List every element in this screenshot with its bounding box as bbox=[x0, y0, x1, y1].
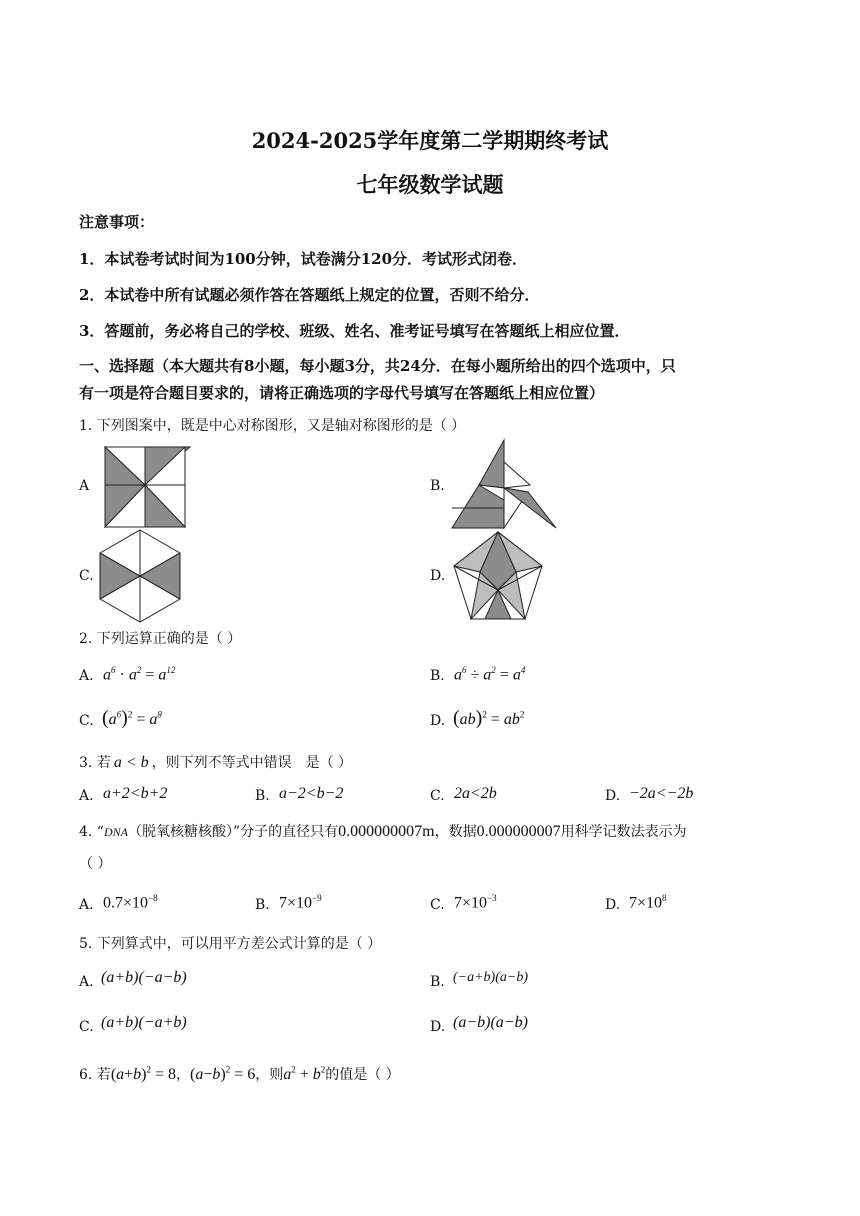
q3-option-d-label[interactable]: D. bbox=[605, 788, 621, 804]
q4-option-a-expr[interactable]: $0.7\times 10^{-8}$ bbox=[103, 893, 158, 912]
q2-option-a-expr[interactable]: $a^6 \cdot a^2 = a^{12}$ bbox=[103, 665, 176, 684]
q4-option-d-label[interactable]: D. bbox=[605, 897, 621, 913]
q3-option-a-label[interactable]: A. bbox=[79, 788, 94, 804]
pentagon-figure[interactable] bbox=[452, 532, 544, 620]
question-4-stem: 4. “DNA（脱氧核糖核酸）”分子的直径只有0.000000007m，数据0.000000007用科学记数法表示为 bbox=[79, 823, 687, 840]
q5-option-a-label[interactable]: A. bbox=[79, 974, 94, 990]
q3-option-c-label[interactable]: C. bbox=[430, 788, 445, 804]
q2-option-c-expr[interactable]: $(a^6)^2 = a^8$ bbox=[102, 707, 162, 729]
q3-option-a-expr[interactable]: a+2<b+2 bbox=[103, 785, 168, 802]
q4-option-b-label[interactable]: B. bbox=[255, 897, 270, 913]
question-6-stem: 6. 若$(a+b)^2 = 8$，$(a-b)^2 = 6$，则$a^2 + b^2$的值是（ ） bbox=[79, 1064, 400, 1083]
q2-option-d-label[interactable]: D. bbox=[430, 713, 446, 729]
q5-option-d-expr[interactable]: (a−b)(a−b) bbox=[453, 1014, 528, 1031]
q3-option-b-label[interactable]: B. bbox=[255, 788, 270, 804]
q5-option-d-label[interactable]: D. bbox=[430, 1019, 446, 1035]
q3-option-b-expr[interactable]: a−2<b−2 bbox=[279, 785, 344, 802]
question-4-paren: （ ） bbox=[79, 856, 112, 872]
q1-option-b-label[interactable]: B. bbox=[430, 478, 445, 494]
q3-option-c-expr[interactable]: 2a<2b bbox=[454, 785, 497, 802]
triangle-pinwheel-figure[interactable] bbox=[452, 440, 556, 530]
notice-heading: 注意事项： bbox=[79, 213, 155, 231]
q1-option-d-label[interactable]: D. bbox=[430, 568, 446, 584]
q1-option-a-label[interactable]: A bbox=[79, 478, 90, 494]
question-1-stem: 1. 下列图案中，既是中心对称图形，又是轴对称图形的是（ ） bbox=[79, 418, 466, 434]
q5-option-a-expr[interactable]: (a+b)(−a−b) bbox=[101, 969, 187, 986]
hexagon-figure[interactable] bbox=[98, 530, 182, 622]
q4-option-c-expr[interactable]: $7\times 10^{-3}$ bbox=[454, 893, 497, 912]
q2-option-a-label[interactable]: A. bbox=[79, 668, 94, 684]
notice-item: 3．答题前，务必将自己的学校、班级、姓名、准考证号填写在答题纸上相应位置． bbox=[79, 322, 630, 340]
q5-option-b-expr[interactable]: (−a+b)(a−b) bbox=[453, 970, 528, 985]
question-3-stem: 3. 若 a < b ，则下列不等式中错误 是（ ） bbox=[79, 754, 353, 771]
exam-title: 2024-2025学年度第二学期期终考试 bbox=[251, 128, 609, 153]
q4-option-c-label[interactable]: C. bbox=[430, 897, 445, 913]
q5-option-c-label[interactable]: C. bbox=[79, 1019, 94, 1035]
q2-option-b-expr[interactable]: $a^6 \div a^2 = a^4$ bbox=[454, 665, 526, 684]
q5-option-c-expr[interactable]: (a+b)(−a+b) bbox=[101, 1014, 187, 1031]
notice-item: 2．本试卷中所有试题必须作答在答题纸上规定的位置，否则不给分． bbox=[79, 286, 540, 304]
q1-option-c-label[interactable]: C. bbox=[79, 568, 94, 584]
section-heading: 一、选择题（本大题共有8小题，每小题3分，共24分．在每小题所给出的四个选项中，只 bbox=[79, 357, 676, 375]
section-heading-cont: 有一项是符合题目要求的，请将正确选项的字母代号填写在答题纸上相应位置） bbox=[79, 384, 605, 402]
q5-option-b-label[interactable]: B. bbox=[430, 974, 445, 990]
q4-option-d-expr[interactable]: $7\times 10^8$ bbox=[629, 893, 667, 912]
exam-subtitle: 七年级数学试题 bbox=[356, 172, 504, 197]
q4-option-b-expr[interactable]: $7\times 10^{-9}$ bbox=[279, 893, 322, 912]
question-2-stem: 2. 下列运算正确的是（ ） bbox=[79, 631, 242, 647]
q4-option-a-label[interactable]: A. bbox=[79, 897, 94, 913]
q3-option-d-expr[interactable]: −2a<−2b bbox=[629, 785, 694, 802]
pinwheel-figure[interactable] bbox=[100, 443, 190, 528]
q2-option-c-label[interactable]: C. bbox=[79, 713, 94, 729]
q2-option-b-label[interactable]: B. bbox=[430, 668, 445, 684]
notice-item: 1．本试卷考试时间为100分钟，试卷满分120分．考试形式闭卷． bbox=[79, 250, 528, 268]
question-5-stem: 5. 下列算式中，可以用平方差公式计算的是（ ） bbox=[79, 936, 382, 952]
q2-option-d-expr[interactable]: $(ab)^2 = ab^2$ bbox=[453, 707, 525, 729]
